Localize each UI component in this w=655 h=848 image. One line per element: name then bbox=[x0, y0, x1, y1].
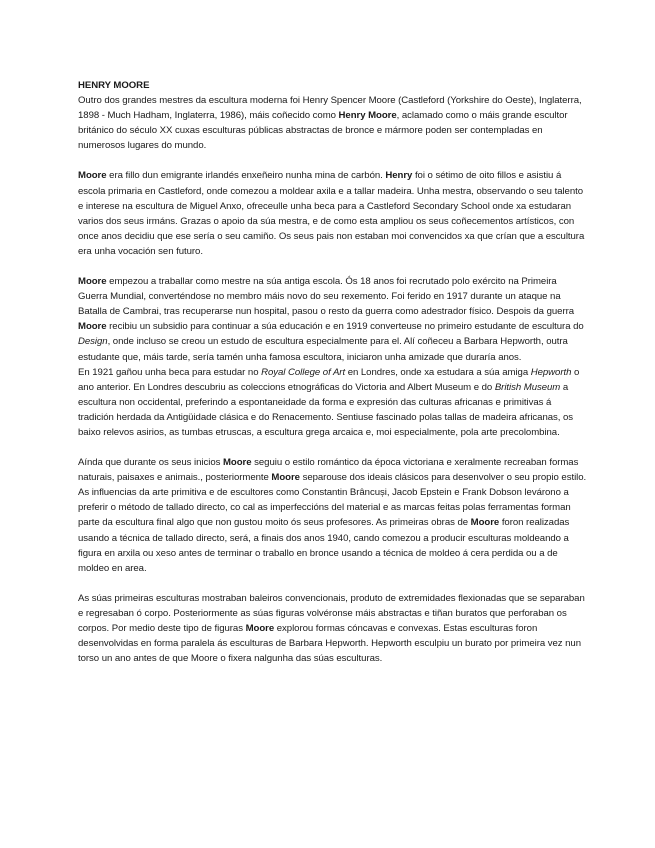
text-run: En 1921 gañou unha beca para estudar no bbox=[78, 366, 262, 378]
text-run: foi o sétimo de oito fillos e asistiu á escola primaria en Castleford, onde comezou a moldear axila e a tallar madeira. Unha mestra, observando o seu talento e interese na escultura de Miguel Anxo, ofreceulle unha beca para a Castleford Secondary School onde xa estudaran varios dos seus irmáns. Grazas o apoio da súa mestra, e de como esta ampliou os seus coñecementos artísticos, con once anos decidiu que ese sería o seu camiño. Os seus pais non estaban moi convencidos xa que crían que a escultura era unha vocación sen futuro. bbox=[78, 170, 585, 257]
bold-text: Moore bbox=[78, 170, 107, 182]
paragraph-royal-college bbox=[78, 365, 588, 440]
italic-text: Royal College of Art bbox=[261, 366, 346, 378]
text-run: explorou formas cóncavas e convexas. Estas esculturas foron desenvolvidas en forma paralela ás esculturas de Barbara Hepworth. Hepworth esculpiu un burato por primeira vez nun torso un ano antes de que Moore o fixera nalgunha das súas esculturas. bbox=[78, 623, 581, 665]
document-title: HENRY MOORE bbox=[78, 80, 150, 91]
text-run: As súas primeiras esculturas mostraban baleiros convencionais, produto de extremidades flexionadas que se separaban e regresaban ó corpo. Posteriormente as súas figuras volvéronse máis abstractas e tiñan buratos que perforaban os corpos. Por medio deste tipo de figuras bbox=[78, 592, 585, 634]
bold-text: Henry bbox=[385, 170, 413, 182]
paragraph-style bbox=[78, 455, 588, 576]
italic-text: Design bbox=[78, 336, 108, 348]
text-run: o ano anterior. En Londres descubriu as coleccions etnográficas do Victoria and Albert Museum e do bbox=[78, 366, 580, 393]
bold-text: Moore bbox=[245, 623, 275, 634]
text-run: separouse dos ideais clásicos para desenvolver o seu propio estilo. As influencias da arte primitiva e de escultores como Constantin Brâncuși, Jacob Epstein e Frank Dobson levárono a preferir o método de tallado directo, co cal as imperfeccións del material e as marcas feitas polas ferramentas forman parte da escultura final algo que non gustou moito ós seus profesores. As primeiras obras de bbox=[78, 472, 587, 529]
italic-text: Hepworth bbox=[530, 366, 572, 378]
paragraph-early-career bbox=[78, 274, 588, 365]
bold-text: Moore bbox=[222, 457, 252, 469]
paragraph-later-works bbox=[78, 591, 588, 666]
text-run: , onde incluso se creou un estudo de escultura especialmente para el. Alí coñeceu a Barbara Hepworth, outra estudante que, máis tarde, sería tamén unha famosa escultora, iniciaron unha amizade que duraría anos. bbox=[78, 336, 568, 363]
paragraph-childhood bbox=[78, 168, 588, 259]
text-run: seguiu o estilo romántico da época victoriana e xeralmente recreaban formas naturais, paisaxes e animais., posteriormente bbox=[78, 457, 579, 484]
text-run: recibiu un subsidio para continuar a súa educación e en 1919 converteuse no primeiro estudante de escultura do bbox=[106, 321, 584, 333]
text-run: empezou a traballar como mestre na súa antiga escola. Ós 18 anos foi recrutado polo exército na Primeira Guerra Mundial, converténdose no membro máis novo do seu rexemento. Foi ferido en 1917 durante un ataque na Batalla de Cambrai, tras recuperarse nun hospital, pasou o resto da guerra como adestrador físico. Despois da guerra bbox=[78, 276, 575, 318]
text-run: foron realizadas usando a técnica de tallado directo, será, a finais dos anos 1940, cando comezou a producir esculturas moldeando a figura en arxila ou xeso antes de terminar o traballo en bronce usando a técnica de moldeo á cera perdida ou a de moldeo en area. bbox=[78, 517, 570, 574]
document-body bbox=[78, 78, 588, 666]
paragraph-intro bbox=[78, 93, 588, 153]
text-run: en Londres, onde xa estudara a súa amiga bbox=[345, 366, 531, 378]
text-run: Aínda que durante os seus inicios bbox=[78, 457, 223, 469]
italic-text: British Museum bbox=[494, 381, 561, 393]
bold-text: Moore bbox=[78, 321, 107, 333]
text-run: a escultura non occidental, preferindo a espontaneidade da forma e expresión das culturas africanas e primitivas á tradición herdada da Antigüidade clásica e do Renacemento. Sentiuse fascinado polas tallas de madeira africanas, os baixo relevos asirios, as tumbas etruscas, a escultura grega arcaica e, moi especialmente, pola arte precolombina. bbox=[78, 381, 574, 438]
text-run: Outro dos grandes mestres da escultura moderna foi Henry Spencer Moore (Castleford (Yorkshire do Oeste), Inglaterra, 1898 - Much Hadham, Inglaterra, 1986), máis coñecido como bbox=[78, 95, 582, 122]
bold-text: Moore bbox=[271, 472, 300, 484]
bold-text: Henry Moore bbox=[338, 110, 397, 122]
bold-text: Moore bbox=[78, 276, 107, 288]
text-run: , aclamado como o máis grande escultor británico do século XX cuxas esculturas públicas abstractas de bronce e mármore poden ser contempladas en numerosos lugares do mundo. bbox=[78, 110, 568, 152]
bold-text: Moore bbox=[470, 517, 500, 529]
text-run: era fillo dun emigrante irlandés enxeñeiro nunha mina de carbón. bbox=[106, 170, 386, 182]
